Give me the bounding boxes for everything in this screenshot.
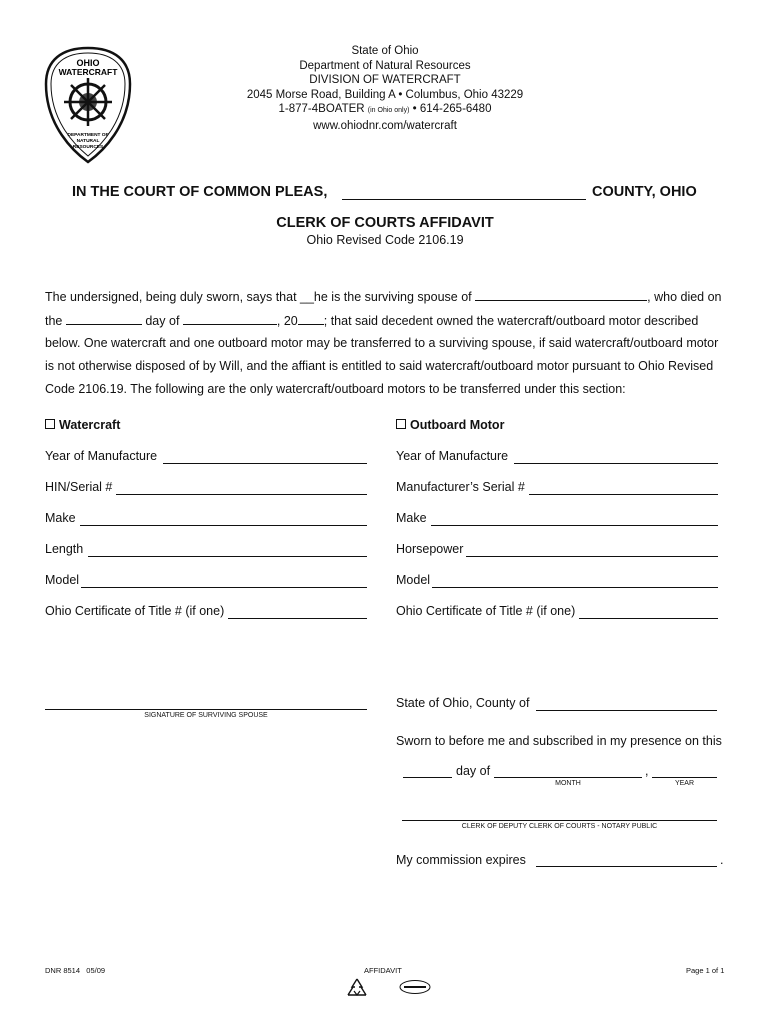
commission-field[interactable] bbox=[536, 866, 717, 867]
notary-comma: , bbox=[645, 764, 649, 778]
spouse-name-blank[interactable] bbox=[475, 289, 647, 301]
outboard-checkbox[interactable] bbox=[396, 419, 406, 429]
phone-local: • 614-265-6480 bbox=[412, 103, 492, 115]
header-line-division: DIVISION OF WATERCRAFT bbox=[309, 74, 461, 86]
month-blank[interactable] bbox=[183, 313, 277, 325]
printer-logo-icon bbox=[398, 979, 432, 995]
header-line-address: 2045 Morse Road, Building A • Columbus, Ohio 43229 bbox=[246, 88, 524, 101]
wc-model-label: Model bbox=[45, 573, 80, 587]
wc-hin-field[interactable] bbox=[116, 494, 367, 495]
wc-make-label: Make bbox=[45, 511, 76, 525]
seal-top-text: OHIO bbox=[76, 58, 100, 68]
ob-year-label: Year of Manufacture bbox=[396, 449, 509, 463]
ob-title-field[interactable] bbox=[579, 618, 718, 619]
header-line-dept: Department of Natural Resources bbox=[299, 59, 471, 72]
form-title: CLERK OF COURTS AFFIDAVIT bbox=[276, 215, 494, 231]
ob-year-field[interactable] bbox=[514, 463, 718, 464]
recycle-icon bbox=[345, 977, 369, 999]
ob-model-label: Model bbox=[396, 573, 431, 587]
clerk-signature-line[interactable] bbox=[402, 820, 717, 821]
commission-end: . bbox=[720, 853, 724, 867]
wc-hin-label: HIN/Serial # bbox=[45, 480, 113, 494]
body-line-3: below. One watercraft and one outboard motor may be transferred to a surviving spouse, if said watercraft/outboard motor bbox=[45, 336, 719, 350]
wc-year-field[interactable] bbox=[163, 463, 367, 464]
wc-length-field[interactable] bbox=[88, 556, 367, 557]
footer-center-label: AFFIDAVIT bbox=[364, 966, 402, 975]
county-blank[interactable] bbox=[342, 199, 586, 200]
ob-serial-field[interactable] bbox=[529, 494, 718, 495]
court-prefix: IN THE COURT OF COMMON PLEAS, bbox=[72, 184, 328, 200]
ob-serial-label: Manufacturer’s Serial # bbox=[396, 480, 525, 494]
commission-label: My commission expires bbox=[396, 853, 526, 867]
signature-line[interactable] bbox=[45, 709, 367, 710]
ob-make-field[interactable] bbox=[431, 525, 718, 526]
outboard-heading bbox=[396, 418, 504, 432]
notary-year-field[interactable] bbox=[652, 777, 717, 778]
notary-county-label: State of Ohio, County of bbox=[396, 696, 530, 710]
ob-model-field[interactable] bbox=[432, 587, 718, 588]
seal-bottom-text2: NATURAL bbox=[76, 139, 100, 144]
agency-header bbox=[230, 44, 540, 133]
notary-year-caption: YEAR bbox=[674, 780, 695, 787]
body-text: , who died on bbox=[647, 290, 722, 304]
clerk-caption: CLERK OF DEPUTY CLERK OF COURTS - NOTARY PUBLIC bbox=[461, 823, 658, 830]
signature-caption: SIGNATURE OF SURVIVING SPOUSE bbox=[144, 712, 268, 719]
wc-title-label: Ohio Certificate of Title # (if one) bbox=[45, 604, 225, 618]
ohio-watercraft-seal bbox=[42, 44, 134, 166]
footer-form-number: DNR 8514 05/09 bbox=[45, 966, 106, 975]
year-blank[interactable] bbox=[298, 313, 324, 325]
wc-length-label: Length bbox=[45, 542, 84, 556]
footer-page-number: Page 1 of 1 bbox=[686, 966, 725, 975]
body-line-1 bbox=[45, 289, 725, 304]
phone-note: (in Ohio only) bbox=[367, 107, 410, 114]
notary-month-caption: MONTH bbox=[555, 780, 581, 787]
wc-model-field[interactable] bbox=[81, 587, 367, 588]
body-text: the bbox=[45, 314, 63, 328]
body-text: day of bbox=[145, 314, 180, 328]
notary-day-of: day of bbox=[456, 764, 491, 778]
outboard-heading-label: Outboard Motor bbox=[410, 418, 505, 432]
notary-month-field[interactable] bbox=[494, 777, 642, 778]
notary-sworn-text: Sworn to before me and subscribed in my presence on this bbox=[396, 734, 722, 748]
notary-county-field[interactable] bbox=[536, 710, 717, 711]
wc-title-field[interactable] bbox=[228, 618, 367, 619]
ob-horsepower-label: Horsepower bbox=[396, 542, 464, 556]
body-text: , 20 bbox=[276, 314, 298, 328]
ob-title-label: Ohio Certificate of Title # (if one) bbox=[396, 604, 576, 618]
body-line-5: Code 2106.19. The following are the only watercraft/outboard motors to be transferred under this section: bbox=[45, 382, 626, 396]
ob-horsepower-field[interactable] bbox=[466, 556, 718, 557]
seal-top-text2: WATERCRAFT bbox=[58, 67, 118, 77]
phone-tollfree: 1-877-4BOATER bbox=[278, 103, 365, 115]
body-line-4: is not otherwise disposed of by Will, and the affiant is entitled to said watercraft/outboard motor pursuant to Ohio Revised bbox=[45, 359, 714, 373]
seal-bottom-text: DEPARTMENT OF bbox=[67, 133, 109, 138]
watercraft-heading bbox=[45, 418, 120, 432]
body-text: The undersigned, being duly sworn, says that __he is the surviving spouse of bbox=[45, 290, 472, 304]
header-line-state: State of Ohio bbox=[351, 45, 419, 57]
header-line-phone bbox=[230, 102, 540, 119]
watercraft-checkbox[interactable] bbox=[45, 419, 55, 429]
seal-bottom-text3: RESOURCES bbox=[72, 145, 104, 150]
body-text: ; that said decedent owned the watercraft/outboard motor described bbox=[323, 314, 699, 328]
form-subtitle: Ohio Revised Code 2106.19 bbox=[306, 233, 464, 247]
watercraft-heading-label: Watercraft bbox=[59, 418, 121, 432]
notary-day-field[interactable] bbox=[403, 777, 452, 778]
wc-year-label: Year of Manufacture bbox=[45, 449, 158, 463]
day-blank[interactable] bbox=[66, 313, 142, 325]
court-heading bbox=[72, 184, 327, 200]
header-line-website: www.ohiodnr.com/watercraft bbox=[313, 119, 457, 132]
wc-make-field[interactable] bbox=[80, 525, 367, 526]
court-suffix: COUNTY, OHIO bbox=[592, 184, 697, 200]
ob-make-label: Make bbox=[396, 511, 427, 525]
body-line-2 bbox=[45, 313, 725, 328]
